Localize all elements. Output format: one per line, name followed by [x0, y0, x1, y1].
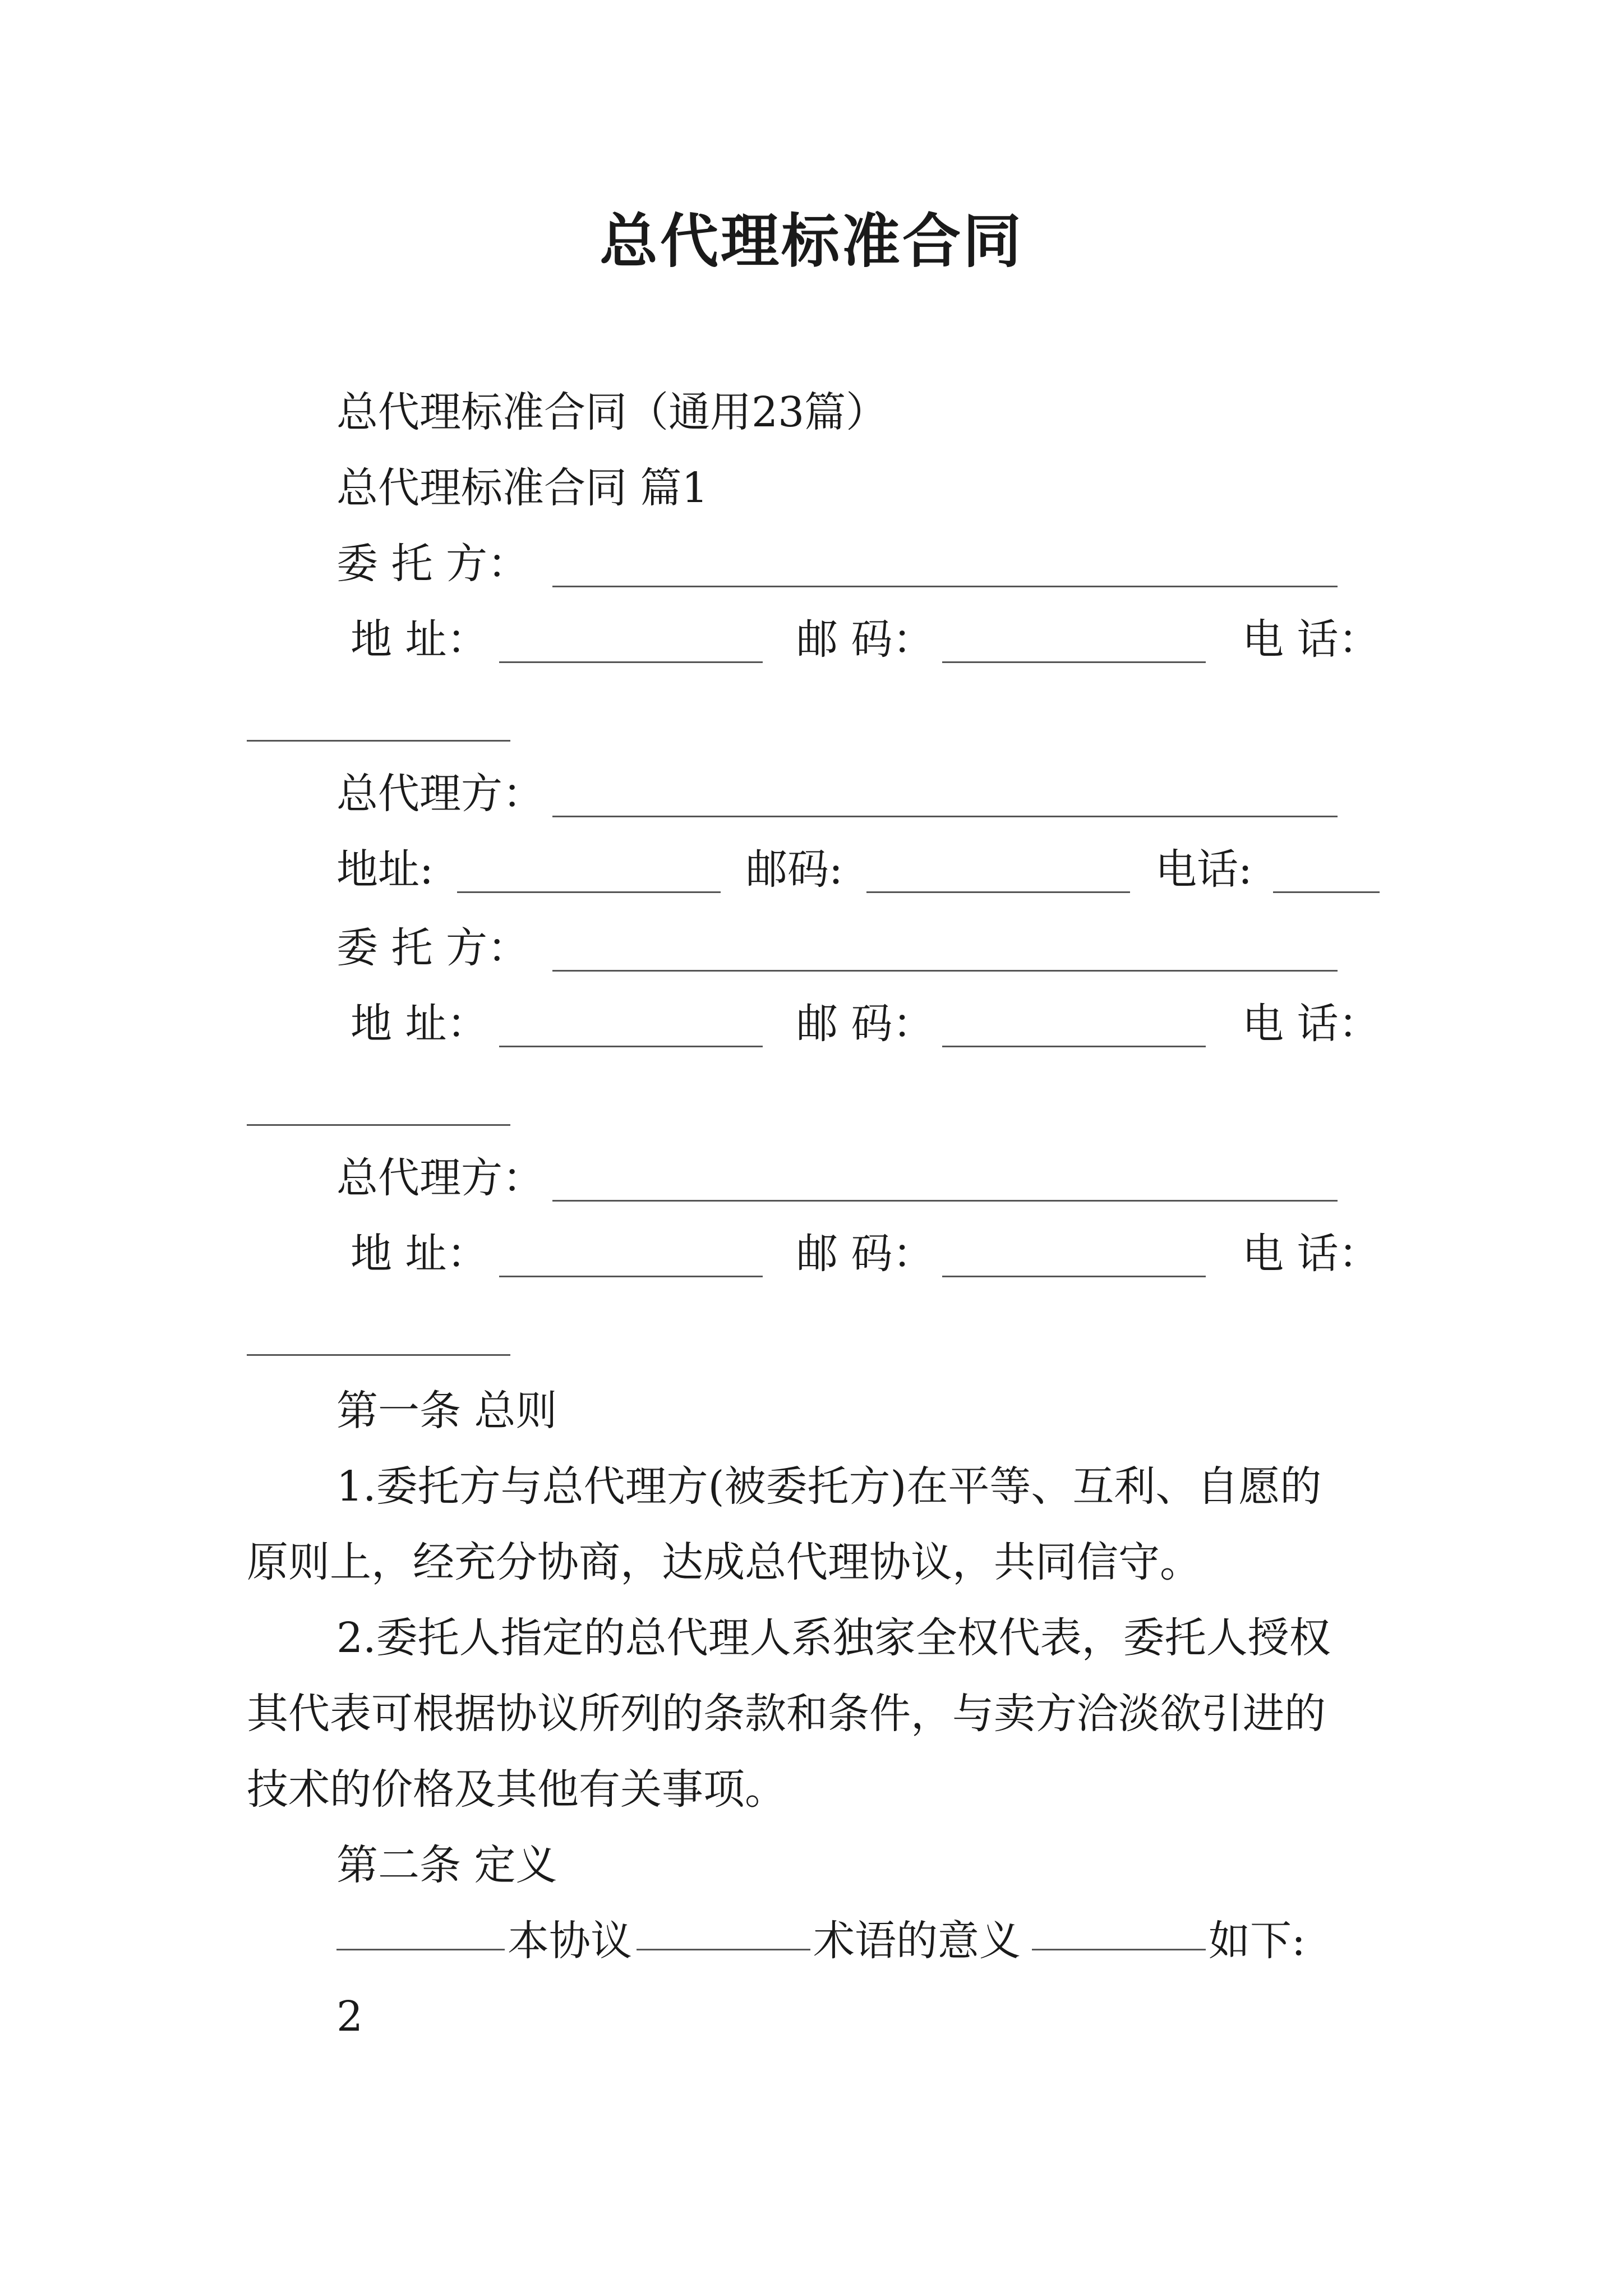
address-blank[interactable]	[457, 872, 721, 893]
postcode-label: 邮 码：	[796, 1000, 934, 1048]
agent-label: 总代理方：	[336, 1154, 544, 1202]
phone-label: 电 话：	[1242, 615, 1380, 664]
article1-paragraph1-line2: 原则上，经充分协商，达成总代理协议，共同信守。	[247, 1538, 1201, 1586]
phone-label: 电 话：	[1242, 1000, 1380, 1048]
article1-paragraph2-line1: 2.委托人指定的总代理人系独家全权代表，委托人授权	[336, 1614, 1331, 1662]
article1-paragraph2-line3: 技术的价格及其他有关事项。	[247, 1765, 786, 1814]
document-title: 总代理标准合同	[599, 207, 1023, 275]
address-label: 地址:	[336, 845, 434, 894]
article1-heading: 第一条 总则	[336, 1387, 557, 1435]
article1-paragraph2-line2: 其代表可根据协议所列的条款和条件，与卖方洽淡欲引进的	[247, 1690, 1326, 1738]
phone-blank[interactable]	[247, 1335, 510, 1356]
article2-heading: 第二条 定义	[336, 1841, 557, 1889]
consignor-blank[interactable]	[552, 567, 1338, 587]
address-label: 地 址：	[351, 1000, 488, 1048]
phone-blank[interactable]	[247, 721, 510, 742]
page-number: 2	[336, 1993, 363, 2041]
consignor-label: 委 托 方：	[336, 540, 529, 588]
postcode-label: 邮 码：	[796, 615, 934, 664]
article2-text-part3: 如下:	[1209, 1917, 1306, 1965]
phone-blank[interactable]	[1273, 872, 1380, 893]
address-label: 地 址：	[351, 615, 488, 664]
postcode-blank[interactable]	[942, 1257, 1206, 1277]
article2-text-part2: 术语的意义	[813, 1917, 1021, 1965]
postcode-label: 邮码:	[746, 845, 843, 894]
postcode-blank[interactable]	[942, 1027, 1206, 1047]
phone-label: 电 话：	[1242, 1230, 1380, 1278]
address-blank[interactable]	[499, 642, 763, 663]
consignor-label: 委 托 方：	[336, 924, 529, 972]
address-blank[interactable]	[499, 1027, 763, 1047]
agent-label: 总代理方：	[336, 770, 544, 818]
postcode-blank[interactable]	[866, 872, 1130, 893]
definition-blank-1[interactable]	[336, 1930, 505, 1950]
postcode-label: 邮 码：	[796, 1230, 934, 1278]
section-heading: 总代理标准合同 篇1	[336, 464, 708, 512]
address-blank[interactable]	[499, 1257, 763, 1277]
article1-paragraph1-line1: 1.委托方与总代理方(被委托方)在平等、互利、自愿的	[336, 1462, 1322, 1511]
address-label: 地 址：	[351, 1230, 488, 1278]
agent-blank[interactable]	[552, 797, 1338, 817]
agent-blank[interactable]	[552, 1181, 1338, 1202]
definition-blank-2[interactable]	[637, 1930, 810, 1950]
consignor-blank[interactable]	[552, 951, 1338, 972]
definition-blank-3[interactable]	[1032, 1930, 1206, 1950]
document-subtitle: 总代理标准合同（通用23篇）	[336, 388, 888, 436]
phone-label: 电话:	[1155, 845, 1252, 894]
postcode-blank[interactable]	[942, 642, 1206, 663]
phone-blank[interactable]	[247, 1105, 510, 1126]
article2-text-part1: 本协议	[508, 1917, 632, 1965]
